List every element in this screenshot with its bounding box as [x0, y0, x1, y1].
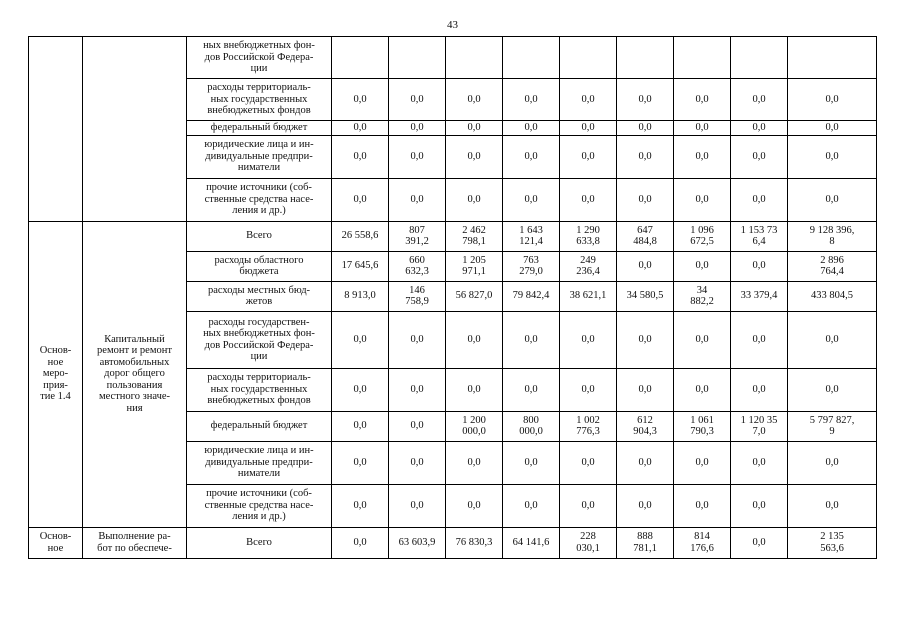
- activity-id-cell: [29, 37, 83, 222]
- value-cell: 0,0: [731, 368, 788, 411]
- value-cell: 0,0: [503, 79, 560, 121]
- value-cell: 888 781,1: [617, 527, 674, 558]
- value-cell: 0,0: [332, 311, 389, 368]
- value-cell: 0,0: [617, 251, 674, 281]
- value-cell: [617, 37, 674, 79]
- value-cell: 0,0: [617, 121, 674, 136]
- funding-source-cell: прочие источники (соб- ственные средства насе- ления и др.): [187, 178, 332, 221]
- value-cell: 0,0: [617, 484, 674, 527]
- value-cell: 0,0: [389, 79, 446, 121]
- value-cell: 0,0: [332, 79, 389, 121]
- budget-table: [28, 36, 877, 559]
- value-cell: 1 153 73 6,4: [731, 221, 788, 251]
- value-cell: 807 391,2: [389, 221, 446, 251]
- value-cell: 0,0: [731, 79, 788, 121]
- value-cell: 0,0: [617, 178, 674, 221]
- value-cell: 0,0: [788, 368, 877, 411]
- value-cell: 0,0: [389, 121, 446, 136]
- value-cell: 0,0: [503, 121, 560, 136]
- value-cell: 763 279,0: [503, 251, 560, 281]
- value-cell: 1 002 776,3: [560, 411, 617, 441]
- value-cell: 0,0: [503, 135, 560, 178]
- table-row: [29, 527, 877, 558]
- value-cell: 8 913,0: [332, 281, 389, 311]
- value-cell: 0,0: [560, 441, 617, 484]
- value-cell: 2 896 764,4: [788, 251, 877, 281]
- value-cell: 0,0: [560, 368, 617, 411]
- value-cell: 0,0: [731, 527, 788, 558]
- value-cell: 0,0: [446, 484, 503, 527]
- value-cell: 0,0: [731, 135, 788, 178]
- value-cell: 26 558,6: [332, 221, 389, 251]
- value-cell: 0,0: [788, 135, 877, 178]
- funding-source-cell: ных внебюджетных фон- дов Российской Федера- ции: [187, 37, 332, 79]
- funding-source-cell: юридические лица и ин- дивидуальные предпри- ниматели: [187, 441, 332, 484]
- value-cell: 1 290 633,8: [560, 221, 617, 251]
- value-cell: 0,0: [332, 178, 389, 221]
- value-cell: 0,0: [446, 135, 503, 178]
- value-cell: 0,0: [446, 441, 503, 484]
- value-cell: 814 176,6: [674, 527, 731, 558]
- value-cell: 0,0: [446, 79, 503, 121]
- value-cell: [446, 37, 503, 79]
- value-cell: 0,0: [389, 135, 446, 178]
- funding-source-cell: юридические лица и ин- дивидуальные предпри- ниматели: [187, 135, 332, 178]
- value-cell: 0,0: [674, 368, 731, 411]
- value-cell: 0,0: [617, 79, 674, 121]
- value-cell: 0,0: [389, 311, 446, 368]
- value-cell: 0,0: [617, 311, 674, 368]
- value-cell: 0,0: [389, 368, 446, 411]
- value-cell: 64 141,6: [503, 527, 560, 558]
- value-cell: [503, 37, 560, 79]
- value-cell: 0,0: [389, 484, 446, 527]
- value-cell: 0,0: [503, 441, 560, 484]
- value-cell: 63 603,9: [389, 527, 446, 558]
- value-cell: [731, 37, 788, 79]
- value-cell: 0,0: [674, 135, 731, 178]
- value-cell: 0,0: [332, 121, 389, 136]
- value-cell: 79 842,4: [503, 281, 560, 311]
- value-cell: 0,0: [560, 121, 617, 136]
- value-cell: [389, 37, 446, 79]
- value-cell: 2 135 563,6: [788, 527, 877, 558]
- value-cell: 34 882,2: [674, 281, 731, 311]
- value-cell: 647 484,8: [617, 221, 674, 251]
- value-cell: 1 120 35 7,0: [731, 411, 788, 441]
- value-cell: 146 758,9: [389, 281, 446, 311]
- value-cell: 0,0: [560, 311, 617, 368]
- value-cell: 1 200 000,0: [446, 411, 503, 441]
- table-row: [29, 221, 877, 251]
- value-cell: 56 827,0: [446, 281, 503, 311]
- value-cell: 1 096 672,5: [674, 221, 731, 251]
- value-cell: [788, 37, 877, 79]
- value-cell: 0,0: [332, 441, 389, 484]
- value-cell: 433 804,5: [788, 281, 877, 311]
- value-cell: 0,0: [788, 121, 877, 136]
- funding-source-cell: федеральный бюджет: [187, 411, 332, 441]
- funding-source-cell: Всего: [187, 527, 332, 558]
- value-cell: 0,0: [731, 251, 788, 281]
- value-cell: [560, 37, 617, 79]
- value-cell: 800 000,0: [503, 411, 560, 441]
- value-cell: 0,0: [788, 178, 877, 221]
- value-cell: 2 462 798,1: [446, 221, 503, 251]
- value-cell: 0,0: [560, 178, 617, 221]
- value-cell: 0,0: [560, 79, 617, 121]
- value-cell: 0,0: [560, 484, 617, 527]
- value-cell: 1 061 790,3: [674, 411, 731, 441]
- value-cell: 76 830,3: [446, 527, 503, 558]
- value-cell: 0,0: [389, 178, 446, 221]
- value-cell: 0,0: [674, 178, 731, 221]
- funding-source-cell: расходы территориаль- ных государственных внебюджетных фондов: [187, 368, 332, 411]
- value-cell: 0,0: [731, 178, 788, 221]
- value-cell: 0,0: [674, 311, 731, 368]
- value-cell: 0,0: [674, 251, 731, 281]
- value-cell: 0,0: [788, 441, 877, 484]
- value-cell: 0,0: [617, 441, 674, 484]
- value-cell: 0,0: [446, 121, 503, 136]
- funding-source-cell: расходы государствен- ных внебюджетных фон- дов Российской Федера- ции: [187, 311, 332, 368]
- value-cell: 9 128 396, 8: [788, 221, 877, 251]
- value-cell: 0,0: [674, 441, 731, 484]
- value-cell: 38 621,1: [560, 281, 617, 311]
- value-cell: 0,0: [731, 484, 788, 527]
- activity-name-cell: [83, 37, 187, 222]
- value-cell: 249 236,4: [560, 251, 617, 281]
- activity-name-cell: Выполнение ра- бот по обеспече-: [83, 527, 187, 558]
- value-cell: [674, 37, 731, 79]
- value-cell: 612 904,3: [617, 411, 674, 441]
- value-cell: 0,0: [503, 368, 560, 411]
- value-cell: 0,0: [332, 527, 389, 558]
- value-cell: 0,0: [674, 484, 731, 527]
- activity-name-cell: Капитальный ремонт и ремонт автомобильных дорог общего пользования местного значе- ния: [83, 221, 187, 527]
- funding-source-cell: федеральный бюджет: [187, 121, 332, 136]
- value-cell: 0,0: [788, 311, 877, 368]
- value-cell: 0,0: [332, 484, 389, 527]
- value-cell: 228 030,1: [560, 527, 617, 558]
- value-cell: 1 643 121,4: [503, 221, 560, 251]
- funding-source-cell: расходы местных бюд- жетов: [187, 281, 332, 311]
- value-cell: 0,0: [446, 368, 503, 411]
- value-cell: 5 797 827, 9: [788, 411, 877, 441]
- value-cell: 0,0: [332, 135, 389, 178]
- value-cell: 0,0: [446, 178, 503, 221]
- value-cell: 33 379,4: [731, 281, 788, 311]
- value-cell: 0,0: [446, 311, 503, 368]
- table-row: [29, 37, 877, 79]
- page-number: 43: [447, 19, 458, 31]
- funding-source-cell: прочие источники (соб- ственные средства насе- ления и др.): [187, 484, 332, 527]
- value-cell: 0,0: [332, 411, 389, 441]
- funding-source-cell: Всего: [187, 221, 332, 251]
- table-body: [29, 37, 877, 559]
- value-cell: 0,0: [788, 484, 877, 527]
- value-cell: 0,0: [788, 79, 877, 121]
- value-cell: 17 645,6: [332, 251, 389, 281]
- value-cell: 0,0: [332, 368, 389, 411]
- value-cell: 0,0: [503, 178, 560, 221]
- value-cell: 0,0: [617, 368, 674, 411]
- activity-id-cell: Основ- ное меро- прия- тие 1.4: [29, 221, 83, 527]
- value-cell: 0,0: [674, 121, 731, 136]
- value-cell: 0,0: [560, 135, 617, 178]
- funding-source-cell: расходы областного бюджета: [187, 251, 332, 281]
- value-cell: 0,0: [389, 441, 446, 484]
- value-cell: 0,0: [617, 135, 674, 178]
- value-cell: 0,0: [389, 411, 446, 441]
- value-cell: 0,0: [731, 311, 788, 368]
- activity-id-cell: Основ- ное: [29, 527, 83, 558]
- funding-source-cell: расходы территориаль- ных государственных внебюджетных фондов: [187, 79, 332, 121]
- value-cell: 660 632,3: [389, 251, 446, 281]
- value-cell: 0,0: [503, 484, 560, 527]
- value-cell: 0,0: [731, 121, 788, 136]
- value-cell: 0,0: [503, 311, 560, 368]
- value-cell: 0,0: [674, 79, 731, 121]
- value-cell: 1 205 971,1: [446, 251, 503, 281]
- value-cell: [332, 37, 389, 79]
- value-cell: 0,0: [731, 441, 788, 484]
- value-cell: 34 580,5: [617, 281, 674, 311]
